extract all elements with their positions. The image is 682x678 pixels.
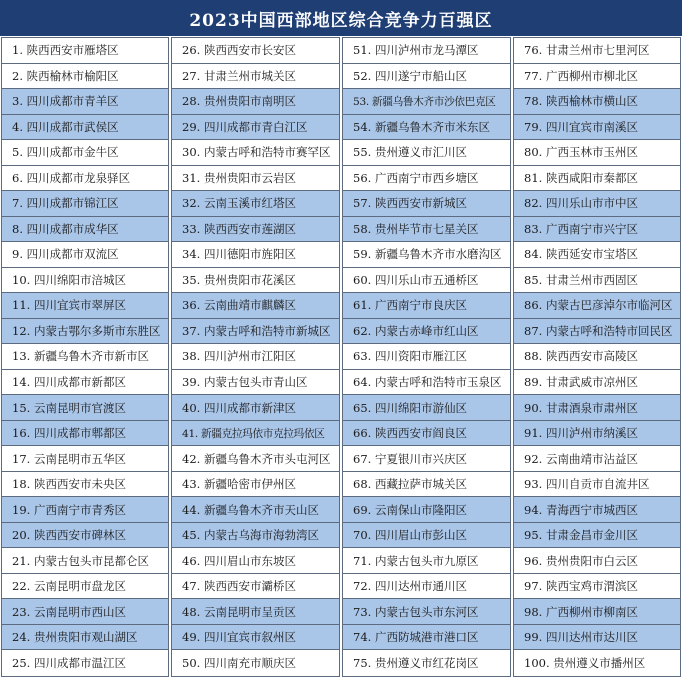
ranking-cell: 65. 四川绵阳市游仙区 [343, 395, 510, 421]
ranking-cell: 92. 云南曲靖市沾益区 [514, 446, 680, 472]
ranking-cell: 68. 西藏拉萨市城关区 [343, 472, 510, 498]
ranking-cell: 93. 四川自贡市自流井区 [514, 472, 680, 498]
ranking-cell: 58. 贵州毕节市七星关区 [343, 217, 510, 243]
ranking-cell: 31. 贵州贵阳市云岩区 [172, 166, 339, 192]
ranking-cell: 17. 云南昆明市五华区 [2, 446, 168, 472]
ranking-cell: 11. 四川宜宾市翠屏区 [2, 293, 168, 319]
ranking-cell: 74. 广西防城港市港口区 [343, 625, 510, 651]
ranking-cell: 99. 四川达州市达川区 [514, 625, 680, 651]
ranking-column-3 [342, 37, 511, 677]
ranking-cell: 30. 内蒙古呼和浩特市赛罕区 [172, 140, 339, 166]
ranking-cell: 75. 贵州遵义市红花岗区 [353, 656, 479, 671]
ranking-cell: 50. 四川南充市顺庆区 [182, 656, 296, 671]
ranking-cell: 12. 内蒙古鄂尔多斯市东胜区 [2, 319, 168, 345]
ranking-cell: 71. 内蒙古包头市九原区 [343, 548, 510, 574]
ranking-cell: 3. 四川成都市青羊区 [2, 89, 168, 115]
ranking-cell: 62. 内蒙古赤峰市红山区 [343, 319, 510, 345]
ranking-column-4 [513, 37, 681, 677]
ranking-cell: 42. 新疆乌鲁木齐市头屯河区 [172, 446, 339, 472]
ranking-cell: 100. 贵州遵义市播州区 [524, 656, 646, 671]
ranking-cell: 87. 内蒙古呼和浩特市回民区 [514, 319, 680, 345]
ranking-cell: 15. 云南昆明市官渡区 [2, 395, 168, 421]
ranking-cell: 18. 陕西西安市未央区 [2, 472, 168, 498]
ranking-cell: 79. 四川宜宾市南溪区 [514, 115, 680, 141]
ranking-cell: 20. 陕西西安市碑林区 [2, 523, 168, 549]
ranking-cell: 48. 云南昆明市呈贡区 [172, 599, 339, 625]
ranking-cell: 96. 贵州贵阳市白云区 [514, 548, 680, 574]
ranking-cell: 76. 甘肃兰州市七里河区 [514, 38, 680, 64]
ranking-cell: 69. 云南保山市隆阳区 [343, 497, 510, 523]
ranking-cell: 34. 四川德阳市旌阳区 [172, 242, 339, 268]
ranking-cell: 37. 内蒙古呼和浩特市新城区 [172, 319, 339, 345]
ranking-column-2 [171, 37, 340, 677]
ranking-cell: 9. 四川成都市双流区 [2, 242, 168, 268]
ranking-cell: 32. 云南玉溪市红塔区 [172, 191, 339, 217]
ranking-cell: 2. 陕西榆林市榆阳区 [2, 64, 168, 90]
ranking-cell: 98. 广西柳州市柳南区 [514, 599, 680, 625]
ranking-cell: 26. 陕西西安市长安区 [172, 38, 339, 64]
ranking-cell: 67. 宁夏银川市兴庆区 [343, 446, 510, 472]
ranking-cell: 38. 四川泸州市江阳区 [172, 344, 339, 370]
ranking-cell: 85. 甘肃兰州市西固区 [514, 268, 680, 294]
ranking-cell: 63. 四川资阳市雁江区 [343, 344, 510, 370]
ranking-cell: 1. 陕西西安市雁塔区 [2, 38, 168, 64]
ranking-cell: 77. 广西柳州市柳北区 [514, 64, 680, 90]
ranking-cell: 5. 四川成都市金牛区 [2, 140, 168, 166]
ranking-cell: 73. 内蒙古包头市东河区 [343, 599, 510, 625]
ranking-cell: 57. 陕西西安市新城区 [343, 191, 510, 217]
ranking-cell: 80. 广西玉林市玉州区 [514, 140, 680, 166]
ranking-cell: 44. 新疆乌鲁木齐市天山区 [172, 497, 339, 523]
ranking-cell: 35. 贵州贵阳市花溪区 [172, 268, 339, 294]
ranking-cell: 47. 陕西西安市灞桥区 [172, 574, 339, 600]
ranking-cell: 52. 四川遂宁市船山区 [343, 64, 510, 90]
ranking-cell: 72. 四川达州市通川区 [343, 574, 510, 600]
ranking-cell: 27. 甘肃兰州市城关区 [172, 64, 339, 90]
ranking-cell: 66. 陕西西安市阎良区 [343, 421, 510, 447]
ranking-cell: 46. 四川眉山市东坡区 [172, 548, 339, 574]
ranking-cell: 23. 云南昆明市西山区 [2, 599, 168, 625]
page-title: 2023中国西部地区综合竞争力百强区 [189, 10, 493, 31]
ranking-cell: 29. 四川成都市青白江区 [172, 115, 339, 141]
ranking-cell: 22. 云南昆明市盘龙区 [2, 574, 168, 600]
ranking-cell: 86. 内蒙古巴彦淖尔市临河区 [514, 293, 680, 319]
ranking-column-1 [1, 37, 169, 677]
ranking-cell: 56. 广西南宁市西乡塘区 [343, 166, 510, 192]
ranking-cell: 45. 内蒙古乌海市海勃湾区 [172, 523, 339, 549]
ranking-cell: 28. 贵州贵阳市南明区 [172, 89, 339, 115]
ranking-cell: 7. 四川成都市锦江区 [2, 191, 168, 217]
ranking-table [1, 37, 681, 677]
ranking-cell: 16. 四川成都市郫都区 [2, 421, 168, 447]
ranking-cell: 90. 甘肃酒泉市肃州区 [514, 395, 680, 421]
ranking-cell: 19. 广西南宁市青秀区 [2, 497, 168, 523]
ranking-cell: 53. 新疆乌鲁木齐市沙依巴克区 [343, 89, 510, 115]
ranking-cell: 14. 四川成都市新都区 [2, 370, 168, 396]
ranking-cell: 89. 甘肃武威市凉州区 [514, 370, 680, 396]
ranking-cell: 59. 新疆乌鲁木齐市水磨沟区 [343, 242, 510, 268]
ranking-cell: 61. 广西南宁市良庆区 [343, 293, 510, 319]
ranking-cell: 36. 云南曲靖市麒麟区 [172, 293, 339, 319]
ranking-cell: 33. 陕西西安市莲湖区 [172, 217, 339, 243]
ranking-cell: 39. 内蒙古包头市青山区 [172, 370, 339, 396]
ranking-cell: 24. 贵州贵阳市观山湖区 [2, 625, 168, 651]
ranking-cell: 78. 陕西榆林市横山区 [514, 89, 680, 115]
ranking-cell: 49. 四川宜宾市叙州区 [172, 625, 339, 651]
title-bar [0, 0, 682, 36]
ranking-cell: 60. 四川乐山市五通桥区 [343, 268, 510, 294]
ranking-cell: 54. 新疆乌鲁木齐市米东区 [343, 115, 510, 141]
ranking-cell: 25. 四川成都市温江区 [12, 656, 126, 671]
ranking-cell: 8. 四川成都市成华区 [2, 217, 168, 243]
ranking-cell: 4. 四川成都市武侯区 [2, 115, 168, 141]
ranking-cell: 81. 陕西咸阳市秦都区 [514, 166, 680, 192]
ranking-cell: 70. 四川眉山市彭山区 [343, 523, 510, 549]
ranking-cell: 55. 贵州遵义市汇川区 [343, 140, 510, 166]
ranking-cell: 41. 新疆克拉玛依市克拉玛依区 [172, 421, 339, 447]
ranking-cell: 21. 内蒙古包头市昆都仑区 [2, 548, 168, 574]
ranking-cell: 82. 四川乐山市市中区 [514, 191, 680, 217]
ranking-cell: 94. 青海西宁市城西区 [514, 497, 680, 523]
ranking-cell: 10. 四川绵阳市涪城区 [2, 268, 168, 294]
ranking-cell: 13. 新疆乌鲁木齐市新市区 [2, 344, 168, 370]
ranking-cell: 64. 内蒙古呼和浩特市玉泉区 [343, 370, 510, 396]
ranking-cell: 95. 甘肃金昌市金川区 [514, 523, 680, 549]
ranking-cell: 51. 四川泸州市龙马潭区 [343, 38, 510, 64]
ranking-cell: 43. 新疆哈密市伊州区 [172, 472, 339, 498]
ranking-cell: 6. 四川成都市龙泉驿区 [2, 166, 168, 192]
ranking-cell: 40. 四川成都市新津区 [172, 395, 339, 421]
ranking-cell: 91. 四川泸州市纳溪区 [514, 421, 680, 447]
ranking-cell: 84. 陕西延安市宝塔区 [514, 242, 680, 268]
ranking-cell: 97. 陕西宝鸡市渭滨区 [514, 574, 680, 600]
ranking-cell: 88. 陕西西安市高陵区 [514, 344, 680, 370]
ranking-cell: 83. 广西南宁市兴宁区 [514, 217, 680, 243]
